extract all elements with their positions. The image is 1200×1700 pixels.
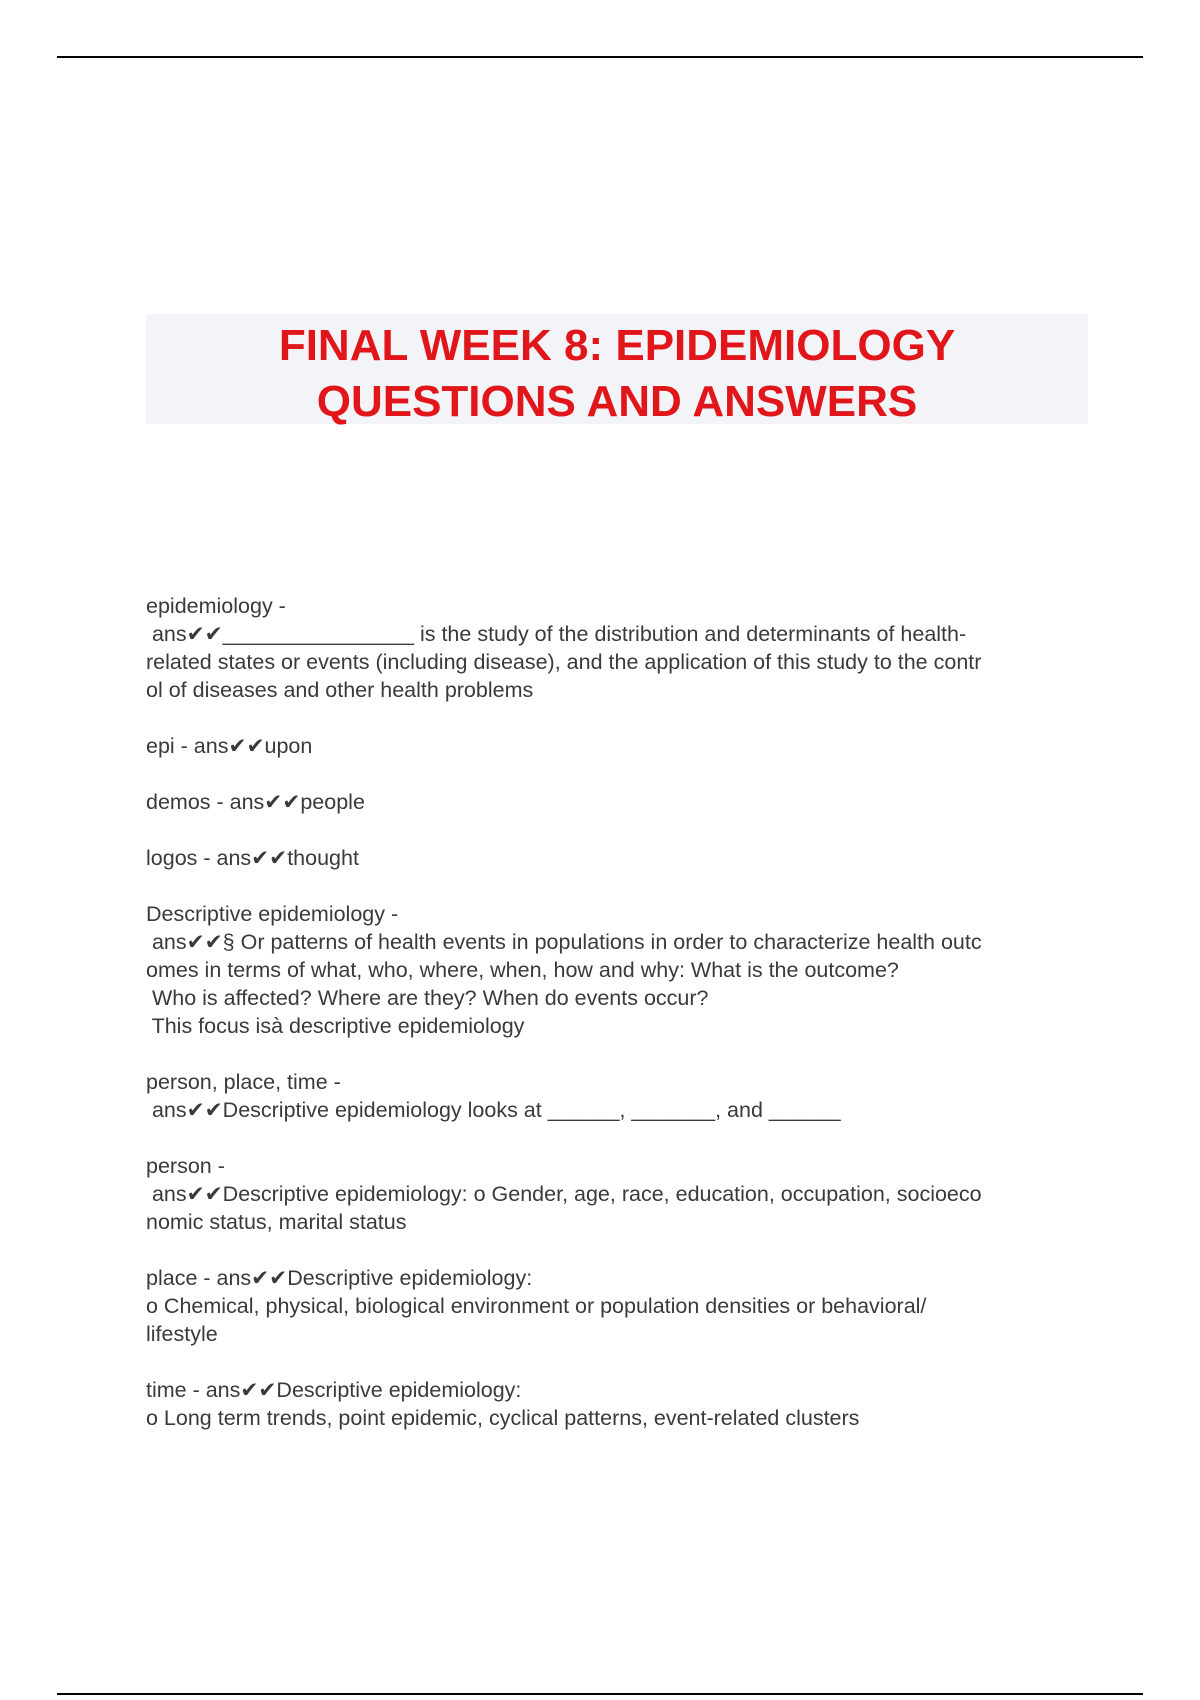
qa-entry-person: [146, 1152, 1086, 1236]
entry-line: nomic status, marital status: [146, 1210, 407, 1234]
qa-entry-time: [146, 1376, 1086, 1432]
entry-line: o Chemical, physical, biological environment or population densities or behavioral/: [146, 1294, 927, 1318]
qa-entry-person-place-time: [146, 1068, 1086, 1124]
entry-line: ans✔✔§ Or patterns of health events in populations in order to characterize health outc: [146, 930, 982, 954]
entry-line: Who is affected? Where are they? When do events occur?: [146, 986, 709, 1010]
entry-line: ans✔✔Descriptive epidemiology looks at ______, _______, and ______: [146, 1098, 841, 1122]
entry-line: ans✔✔Descriptive epidemiology: o Gender, age, race, education, occupation, socioeco: [146, 1182, 982, 1206]
bottom-rule: [57, 1693, 1143, 1695]
entry-line: ans✔✔________________ is the study of the distribution and determinants of health-: [146, 622, 967, 646]
top-rule: [57, 56, 1143, 58]
qa-entry-logos: [146, 844, 1086, 872]
qa-entry-epi: [146, 732, 1086, 760]
entry-line: ol of diseases and other health problems: [146, 678, 534, 702]
document-title-box: [146, 314, 1088, 424]
qa-entry-epidemiology: [146, 592, 1086, 704]
qa-entry-demos: [146, 788, 1086, 816]
qa-entry-place: [146, 1264, 1086, 1348]
entry-line: demos - ans✔✔people: [146, 790, 365, 814]
entry-line: related states or events (including disease), and the application of this study to the contr: [146, 650, 982, 674]
qa-entry-descriptive-epidemiology: [146, 900, 1086, 1040]
document-title-line-1: FINAL WEEK 8: EPIDEMIOLOGY: [278, 321, 956, 370]
entry-line: epidemiology -: [146, 594, 286, 618]
entry-line: Descriptive epidemiology -: [146, 902, 399, 926]
entry-line: place - ans✔✔Descriptive epidemiology:: [146, 1266, 533, 1290]
qa-entries: [146, 592, 1086, 1460]
entry-line: o Long term trends, point epidemic, cyclical patterns, event-related clusters: [146, 1406, 860, 1430]
entry-line: time - ans✔✔Descriptive epidemiology:: [146, 1378, 522, 1402]
entry-line: omes in terms of what, who, where, when, how and why: What is the outcome?: [146, 958, 899, 982]
entry-line: person, place, time -: [146, 1070, 341, 1094]
entry-line: epi - ans✔✔upon: [146, 734, 313, 758]
entry-line: lifestyle: [146, 1322, 218, 1346]
entry-line: This focus isà descriptive epidemiology: [146, 1014, 525, 1038]
entry-line: logos - ans✔✔thought: [146, 846, 359, 870]
document-title-line-2: QUESTIONS AND ANSWERS: [316, 377, 918, 426]
entry-line: person -: [146, 1154, 225, 1178]
